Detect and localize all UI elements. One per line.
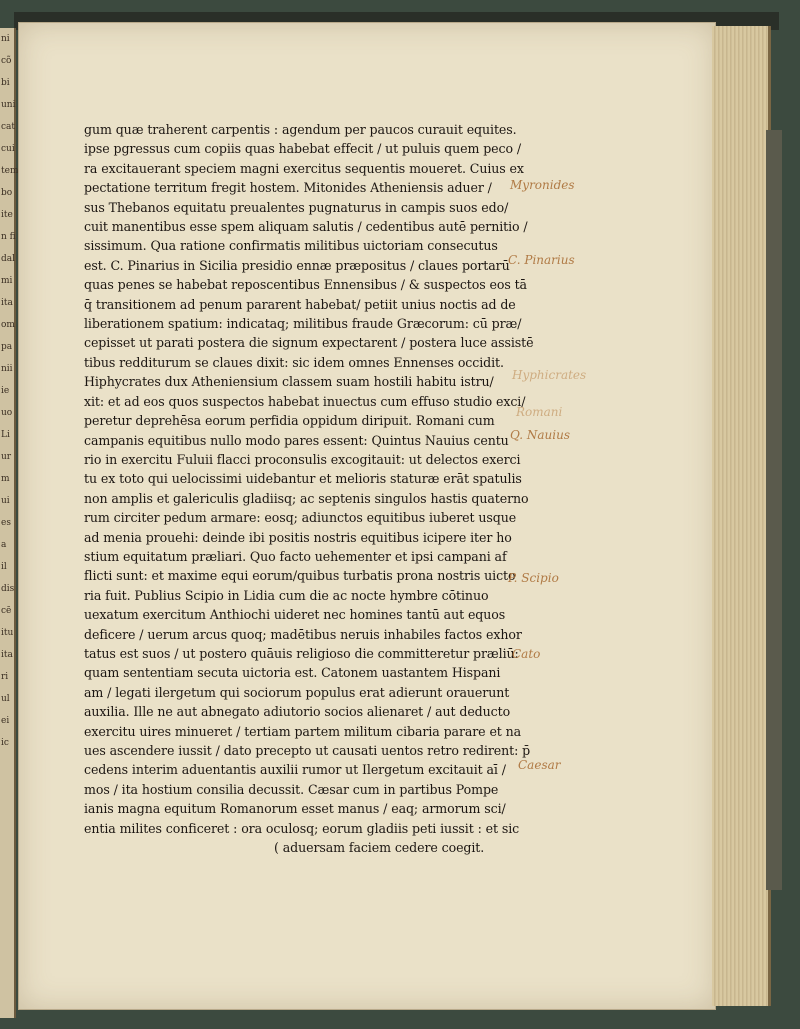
- text-line: q̄ transitionem ad penum pararent habebat/ petiit unius noctis ad de: [84, 296, 516, 312]
- text-line: quam sententiam secuta uictoria est. Catonem uastantem Hispani: [84, 665, 501, 681]
- text-line: stium equitatum præliari. Quo facto uehementer et ipsi campani af: [84, 548, 507, 564]
- text-line: quas penes se habebat reposcentibus Ennensibus / & suspectos eos tā: [84, 277, 527, 293]
- facing-page-fragment: ei: [1, 716, 10, 726]
- text-line: rum circiter pedum armare: eosq; adiunctos equitibus iuberet usque: [84, 510, 517, 526]
- facing-page-fragment: cat: [1, 122, 16, 132]
- margin-note-pinarius: C. Pinarius: [508, 253, 575, 267]
- text-line: entia milites conficeret : ora oculosq; eorum gladiis peti iussit : et sic: [84, 820, 520, 836]
- text-line: non amplis et galericulis gladiisq; ac septenis singulos hastis quaterno: [84, 490, 529, 506]
- facing-page-fragment: ri: [1, 672, 9, 682]
- text-line: ria fuit. Publius Scipio in Lidia cum die ac nocte hymbre cōtinuo: [84, 587, 489, 603]
- facing-page-fragment: cui: [1, 144, 15, 154]
- book-binding: [766, 130, 782, 890]
- text-line: tibus redditurum se claues dixit: sic idem omnes Ennenses occidit.: [84, 354, 504, 370]
- facing-page-fragment: uni: [1, 100, 16, 110]
- facing-page-fragment: m: [1, 474, 10, 484]
- facing-page-fragment: nii: [1, 364, 13, 374]
- text-line: ra excitauerant speciem magni exercitus sequentis moueret. Cuius ex: [84, 160, 524, 176]
- facing-page-fragment: il: [1, 562, 7, 572]
- text-line: am / legati ilergetum qui sociorum populus erat adierunt orauerunt: [84, 684, 510, 700]
- facing-page-fragment: itu: [1, 628, 14, 638]
- facing-page-fragment: es: [1, 518, 11, 528]
- text-line: exercitu uires minueret / tertiam partem militum cibaria parare et na: [84, 723, 522, 739]
- text-line: rio in exercitu Fuluii flacci proconsulis excogitauit: ut delectos exerci: [84, 451, 521, 467]
- text-line: deficere / uerum arcus quoq; madētibus neruis inhabiles factos exhor: [84, 626, 522, 642]
- text-line: ipse pgressus cum copiis quas habebat effecit / ut puluis quem peco /: [84, 141, 522, 157]
- margin-note-scipio: P. Scipio: [508, 571, 559, 585]
- text-line: est. C. Pinarius in Sicilia presidio ennæ præpositus / claues portarū: [84, 257, 510, 273]
- facing-page-fragment: Li: [1, 430, 10, 440]
- facing-page-fragment: ul: [1, 694, 10, 704]
- text-line: gum quæ traherent carpentis : agendum per paucos curauit equites.: [84, 122, 517, 137]
- margin-note-myronides: Myronides: [510, 178, 575, 192]
- text-line: ad menia prouehi: deinde ibi positis nostris equitibus icipere iter ho: [84, 529, 512, 545]
- text-line: tatus est suos / ut postero quāuis religioso die committeretur præliū:: [84, 645, 519, 661]
- facing-page-fragment: ita: [1, 650, 13, 660]
- text-line: tu ex toto qui uelocissimi uidebantur et melioris staturæ erāt spatulis: [84, 471, 522, 487]
- text-line: Hiphycrates dux Atheniensium classem suam hostili habitu istru/: [84, 374, 494, 390]
- facing-page-fragment: ur: [1, 452, 12, 462]
- text-line: flicti sunt: et maxime equi eorum/quibus turbatis prona nostris uicto: [84, 568, 516, 584]
- page-block-edge: [712, 26, 771, 1006]
- text-line: mos / ita hostium consilia decussit. Cæsar cum in partibus Pompe: [84, 781, 499, 797]
- facing-page-fragment: ita: [1, 298, 13, 308]
- facing-page-fragment: bo: [1, 188, 13, 198]
- facing-page-edge: [0, 28, 19, 1018]
- margin-note-nauius: Q. Nauius: [510, 428, 570, 442]
- text-line: xit: et ad eos quos suspectos habebat inuectus cum effuso studio exci/: [84, 393, 526, 409]
- facing-page-fragment: a: [1, 540, 7, 550]
- text-line: ues ascendere iussit / dato precepto ut causati uentos retro redirent: p̄: [84, 743, 531, 758]
- text-line: cepisset ut parati postera die signum expectarent / postera luce assistē: [84, 335, 534, 351]
- facing-page-fragment: om: [1, 320, 15, 330]
- facing-page-fragment: n fi: [1, 232, 16, 242]
- text-line: cedens interim aduentantis auxilii rumor ut Ilergetum excitauit aī /: [84, 762, 506, 778]
- margin-note-caesar: Caesar: [518, 758, 561, 772]
- facing-page-fragment: ie: [1, 386, 10, 396]
- text-line: pectatione territum fregit hostem. Mitonides Atheniensis aduer /: [84, 180, 492, 196]
- facing-page-fragment: cē: [1, 606, 12, 616]
- facing-page-fragment: ite: [1, 210, 13, 220]
- text-line: ianis magna equitum Romanorum esset manus / eaq; armorum sci/: [84, 801, 506, 817]
- facing-page-fragment: uo: [1, 408, 13, 418]
- margin-note-cato: Cato: [512, 647, 541, 661]
- text-line: peretur deprehēsa eorum perfidia oppidum diripuit. Romani cum: [84, 413, 495, 429]
- facing-page-fragment: ic: [1, 738, 9, 748]
- text-line: uexatum exercitum Anthiochi uideret nec homines tantū aut equos: [84, 607, 506, 623]
- facing-page-fragment: cõ: [1, 56, 12, 66]
- text-line: auxilia. Ille ne aut abnegato adiutorio socios alienaret / aut deducto: [84, 704, 511, 720]
- margin-note-romani: Romani: [516, 405, 563, 419]
- facing-page-fragment: ni: [1, 34, 10, 44]
- facing-page-fragment: dal: [1, 254, 16, 264]
- text-line: sus Thebanos equitatu preualentes pugnaturus in campis suos edo/: [84, 199, 509, 215]
- facing-page-fragment: dis: [1, 584, 15, 594]
- text-line: cuit manentibus esse spem aliquam salutis / cedentibus autē pernitio /: [84, 219, 528, 235]
- facing-page-fragment: mi: [1, 276, 13, 286]
- text-line: liberationem spatium: indicataq; militibus fraude Græcorum: cū præ/: [84, 316, 522, 332]
- facing-page-fragment: tem: [1, 166, 19, 176]
- text-line: sissimum. Qua ratione confirmatis militibus uictoriam consecutus: [84, 238, 498, 254]
- facing-page-fragment: pa: [1, 342, 13, 352]
- text-line: ( aduersam faciem cedere coegit.: [274, 840, 485, 856]
- facing-page-fragment: bi: [1, 78, 10, 88]
- margin-note-hyphicrates: Hyphicrates: [512, 368, 587, 382]
- text-line: campanis equitibus nullo modo pares essent: Quintus Nauius centu: [84, 432, 509, 448]
- facing-page-fragment: ui: [1, 496, 10, 506]
